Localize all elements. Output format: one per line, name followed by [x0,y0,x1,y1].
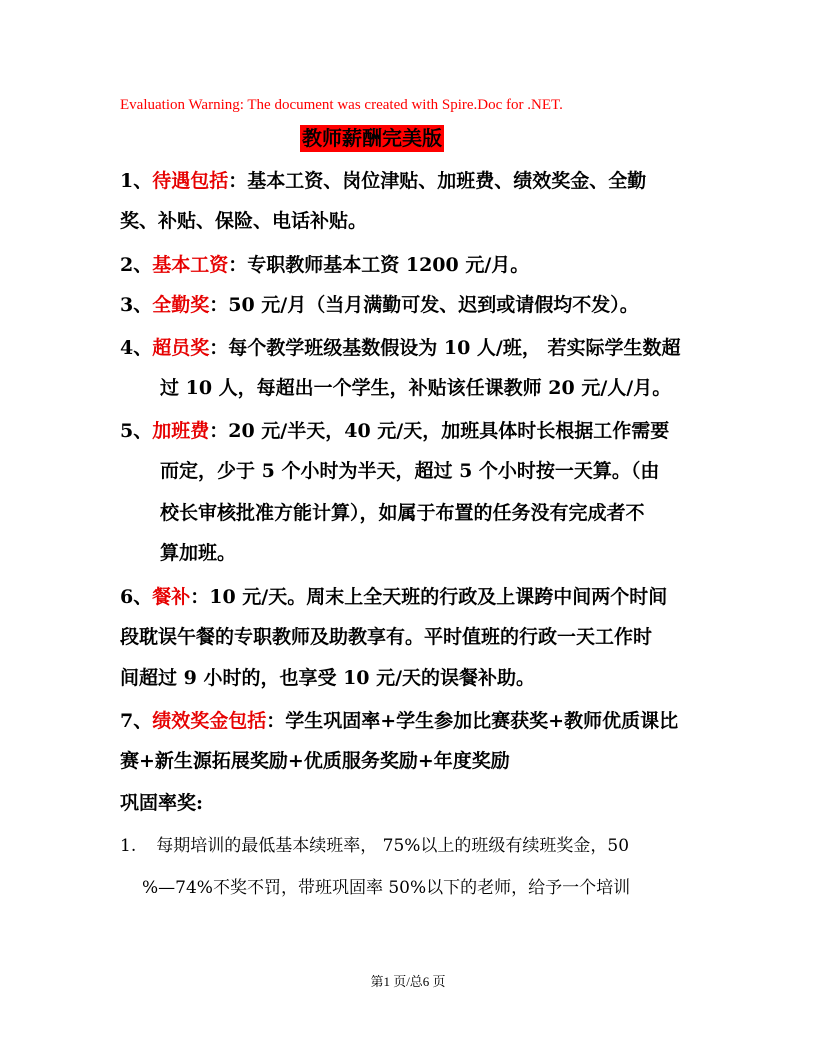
item-text: ：10 元/天。周末上全天班的行政及上课跨中间两个时间 [190,586,668,608]
list-item-4-continuation: 过 10 人，每超出一个学生，补贴该任课教师 20 元/人/月。 [160,377,672,399]
rule-item-1-continuation: %—74%不奖不罚，带班巩固率 50%以下的老师，给予一个培训 [142,878,631,898]
list-item-6 [120,584,667,610]
item-number: 6、 [120,586,153,608]
list-item-5-continuation: 算加班。 [160,542,237,564]
list-item-7-continuation: 赛+新生源拓展奖励+优质服务奖励+年度奖励 [120,750,510,772]
list-item-1 [120,168,646,194]
list-item-6-continuation: 段耽误午餐的专职教师及助教享有。平时值班的行政一天工作时 [120,626,653,648]
item-label: 全勤奖 [152,294,210,316]
list-item-4 [120,335,680,361]
item-text: ：学生巩固率+学生参加比赛获奖+教师优质课比 [266,710,679,732]
item-text: ：专职教师基本工资 1200 元/月。 [228,254,530,276]
item-label: 超员奖 [152,337,210,359]
item-text: ：50 元/月（当月满勤可发、迟到或请假均不发）。 [209,294,639,316]
item-number: 1、 [120,170,153,192]
list-item-3 [120,292,639,318]
item-number: 7、 [120,710,153,732]
list-item-5-continuation: 校长审核批准方能计算），如属于布置的任务没有完成者不 [160,502,645,524]
item-label: 加班费 [152,420,210,442]
item-text: ：20 元/半天，40 元/天，加班具体时长根据工作需要 [209,420,670,442]
list-item-2 [120,252,529,278]
rule-item-1 [120,833,629,859]
item-number: 3、 [120,294,153,316]
rule-number: 1. [120,836,137,856]
page-footer: 第1 页/总6 页 [370,974,446,989]
evaluation-warning: Evaluation Warning: The document was created with Spire.Doc for .NET. [120,97,563,113]
document-title: 教师薪酬完美版 [302,126,442,150]
list-item-1-continuation: 奖、补贴、保险、电话补贴。 [120,210,368,232]
item-number: 2、 [120,254,153,276]
list-item-5 [120,418,669,444]
item-label: 基本工资 [152,254,229,276]
section-subheading: 巩固率奖: [120,792,204,814]
list-item-6-continuation: 间超过 9 小时的，也享受 10 元/天的误餐补助。 [120,667,536,689]
item-label: 待遇包括 [152,170,229,192]
item-label: 绩效奖金包括 [152,710,267,732]
item-number: 4、 [120,337,153,359]
list-item-5-continuation: 而定，少于 5 个小时为半天，超过 5 个小时按一天算。（由 [160,460,660,482]
list-item-7 [120,708,678,734]
item-text: ：每个教学班级基数假设为 10 人/班， 若实际学生数超 [209,337,681,359]
item-text: ：基本工资、岗位津贴、加班费、绩效奖金、全勤 [228,170,647,192]
item-number: 5、 [120,420,153,442]
rule-text: 每期培训的最低基本续班率， 75%以上的班级有续班奖金，50 [156,836,630,856]
item-label: 餐补 [152,586,191,608]
